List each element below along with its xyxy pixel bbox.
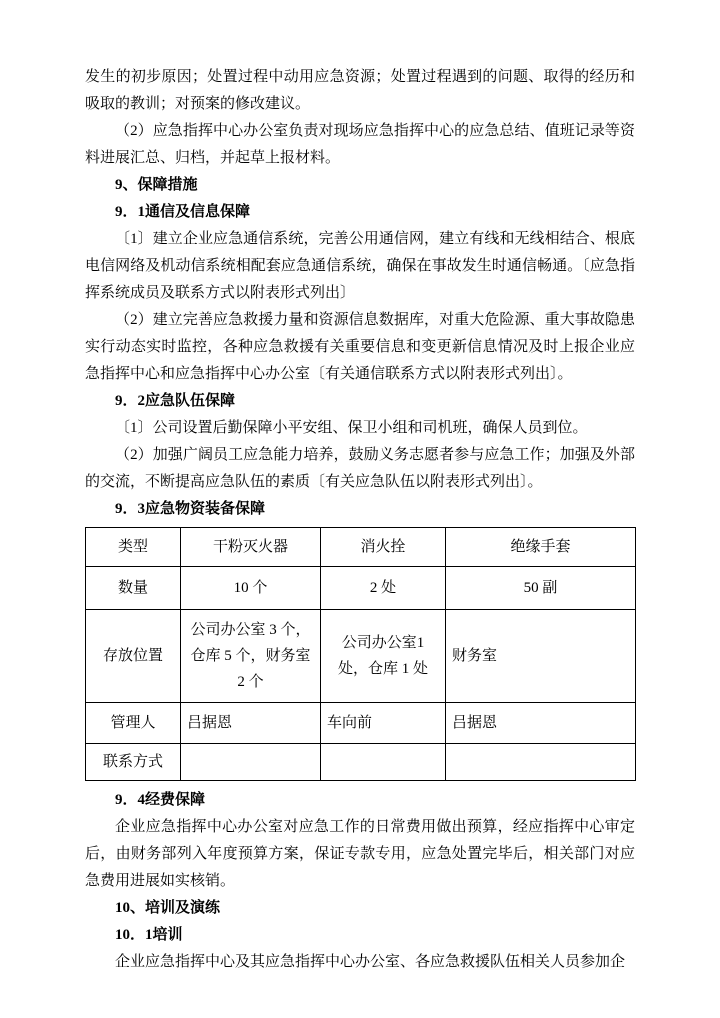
heading-9-2: 9．2应急队伍保障 bbox=[115, 393, 236, 409]
paragraph: 〔1〕建立企业应急通信系统，完善公用通信网，建立有线和无线相结合、根底电信网络及机动信系统相配套应急通信系统，确保在事故发生时通信畅通。〔应急指挥系统成员及联系方式以附表形式列出〕 bbox=[85, 231, 635, 301]
table-cell: 绝缘手套 bbox=[446, 528, 636, 567]
paragraph: （2）建立完善应急救援力量和资源信息数据库，对重大危险源、重大事故隐患实行动态实时监控，各种应急救援有关重要信息和变更新信息情况及时上报企业应急指挥中心和应急指挥中心办公室〔有关通信联系方式以附表形式列出〕。 bbox=[85, 312, 635, 382]
table-cell: 50 副 bbox=[446, 567, 636, 610]
table-cell: 吕据恩 bbox=[181, 703, 321, 744]
heading-10-1: 10．1培训 bbox=[115, 927, 183, 943]
paragraph: 企业应急指挥中心办公室对应急工作的日常费用做出预算，经应指挥中心审定后，由财务部列入年度预算方案，保证专款专用，应急处置完毕后，相关部门对应急费用进展如实核销。 bbox=[85, 819, 635, 889]
paragraph: 〔1〕公司设置后勤保障小平安组、保卫小组和司机班，确保人员到位。 bbox=[115, 420, 588, 436]
table-cell: 联系方式 bbox=[86, 744, 181, 781]
table-cell: 消火拴 bbox=[321, 528, 446, 567]
table-cell: 10 个 bbox=[181, 567, 321, 610]
paragraph: 发生的初步原因；处置过程中动用应急资源；处置过程遇到的问题、取得的经历和吸取的教训；对预案的修改建议。 bbox=[85, 69, 635, 112]
table-cell bbox=[446, 744, 636, 781]
table-row bbox=[86, 567, 636, 610]
table-cell: 公司办公室 3 个，仓库 5 个，财务室 2 个 bbox=[181, 610, 321, 703]
table-cell: 公司办公室1处，仓库 1 处 bbox=[321, 610, 446, 703]
heading-9-4: 9．4经费保障 bbox=[115, 792, 206, 808]
table-row bbox=[86, 744, 636, 781]
table-cell: 干粉灭火器 bbox=[181, 528, 321, 567]
table-cell: 类型 bbox=[86, 528, 181, 567]
supplies-table bbox=[85, 527, 636, 781]
heading-9: 9、保障措施 bbox=[115, 177, 198, 193]
paragraph: （2）加强广阔员工应急能力培养，鼓励义务志愿者参与应急工作；加强及外部的交流，不断提高应急队伍的素质〔有关应急队伍以附表形式列出〕。 bbox=[85, 447, 635, 490]
table-cell: 车向前 bbox=[321, 703, 446, 744]
paragraph: （2）应急指挥中心办公室负责对现场应急指挥中心的应急总结、值班记录等资料进展汇总、归档，并起草上报材料。 bbox=[85, 123, 635, 166]
table-cell bbox=[321, 744, 446, 781]
table-row bbox=[86, 703, 636, 744]
table-cell: 吕据恩 bbox=[446, 703, 636, 744]
paragraph: 企业应急指挥中心及其应急指挥中心办公室、各应急救援队伍相关人员参加企 bbox=[115, 954, 626, 970]
heading-10: 10、培训及演练 bbox=[115, 900, 221, 916]
table-cell: 管理人 bbox=[86, 703, 181, 744]
table-row bbox=[86, 528, 636, 567]
table-cell: 2 处 bbox=[321, 567, 446, 610]
heading-9-1: 9．1通信及信息保障 bbox=[115, 204, 251, 220]
table-cell: 数量 bbox=[86, 567, 181, 610]
table-cell: 存放位置 bbox=[86, 610, 181, 703]
table-cell bbox=[181, 744, 321, 781]
heading-9-3: 9．3应急物资装备保障 bbox=[115, 501, 266, 517]
table-row bbox=[86, 610, 636, 703]
table-cell: 财务室 bbox=[446, 610, 636, 703]
